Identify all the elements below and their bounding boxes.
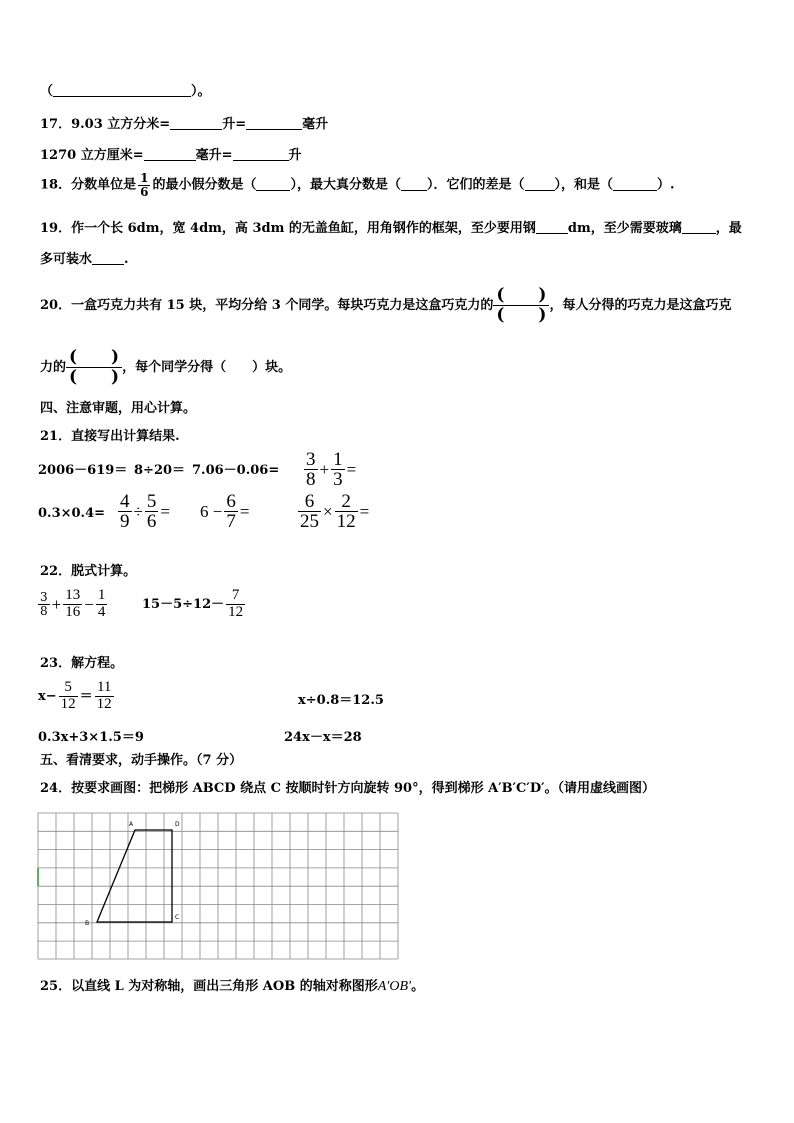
grid-figure[interactable] [37,812,399,960]
fraction: $\frac{1}{6}$ [140,171,149,199]
vertex-label-d: D [175,821,180,828]
calc-item: $\frac{4}{9}$ ÷ $\frac{5}{6}$ = [120,491,170,532]
vertex-label-a: A [129,821,134,828]
calc-item: $\frac{3}{8}$ + $\frac{13}{16}$ − $\frac{1}{4}$ [40,587,106,620]
question-25: 25．以直线 L 为对称轴，画出三角形 AOB 的轴对称图形A′OB′。 [40,979,425,994]
answer-blank[interactable] [256,178,290,191]
question-number: 24． [40,781,72,796]
trapezoid-abcd [97,830,172,922]
fraction-blank[interactable]: $\frac{( )}{( )}$ [66,348,122,386]
question-23-title: 23．解方程。 [40,656,124,671]
calc-item: 7.06－0.06= [192,463,280,478]
question-number: 18． [40,177,72,193]
question-24: 24．按要求画图：把梯形 ABCD 绕点 C 按顺时针方向旋转 90°，得到梯形 A′B′C′D′。（请用虚线画图） [40,781,656,796]
question-number: 17． [40,117,72,132]
question-18: 18．分数单位是 $\frac{1}{6}$ 的最小假分数是（ ），最大真分数是（ ）．它们的差是（ ），和是（ ）. [40,171,675,199]
answer-blank[interactable] [401,178,427,191]
calc-item: 2006－619＝ [38,463,128,478]
question-17-line2: 1270 立方厘米= 毫升= 升 [40,148,302,163]
equation: x÷0.8＝12.5 [298,693,384,708]
section-heading: 五、看清要求，动手操作。（7 分） [40,753,243,768]
equation: x− $\frac{5}{12}$ ＝ $\frac{11}{12}$ [38,679,112,712]
answer-blank[interactable] [525,178,555,191]
question-20-line1: 20． 一盒巧克力共有 15 块，平均分给 3 个同学。每块巧克力是这盒巧克力的 $\frac{( )}{( )}$ ，每人分得的巧克力是这盒巧克 [40,284,732,325]
question-22-title: 22．脱式计算。 [40,564,137,579]
question-19-line2: 多可装水 . [40,252,129,267]
answer-blank[interactable] [53,84,191,97]
section-heading: 四、注意审题，用心计算。 [40,401,197,416]
question-20-line2: 力的 $\frac{( )}{( )}$ ，每个同学分得（ ）块。 [40,346,292,387]
vertex-label-b: B [85,920,90,927]
question-number: 21． [40,429,72,444]
calc-item: 6 − $\frac{6}{7}$ = [200,491,250,532]
question-number: 25． [40,979,72,994]
question-19-line1: 19．作一个长 6dm，宽 4dm，高 3dm 的无盖鱼缸，用角钢作的框架，至少要用钢 dm，至少需要玻璃 ，最 [40,221,742,236]
answer-blank[interactable] [682,221,716,234]
fraction-blank[interactable]: $\frac{( )}{( )}$ [493,286,549,324]
answer-blank[interactable] [170,117,222,130]
equation: 24x－x＝28 [284,730,362,745]
calc-item: 8÷20＝ [134,463,186,478]
answer-blank[interactable] [144,148,196,161]
answer-blank[interactable] [613,178,657,191]
equation: 0.3x+3×1.5＝9 [38,730,144,745]
question-21-title: 21．直接写出计算结果. [40,429,180,444]
question-number: 20． [40,297,72,313]
calc-item: $\frac{3}{8}$ + $\frac{1}{3}$ = [306,449,357,490]
answer-blank[interactable] [536,221,568,234]
grid-lines [38,813,398,959]
calc-item: $\frac{6}{25}$ × $\frac{2}{12}$ = [300,491,370,532]
answer-blank[interactable] [92,252,124,265]
vertex-label-c: C [175,914,180,921]
question-number: 22． [40,564,72,579]
question-number: 23． [40,656,72,671]
question-17-line1: 17．9.03 立方分米= 升= 毫升 [40,117,329,132]
q16-answer-line: （ ）。 [40,84,211,99]
question-number: 19． [40,221,72,236]
calc-item: 0.3×0.4= [38,506,106,521]
answer-blank[interactable] [246,117,302,130]
calc-item: 15－5÷12－ $\frac{7}{12}$ [142,587,244,620]
answer-blank[interactable] [233,148,289,161]
